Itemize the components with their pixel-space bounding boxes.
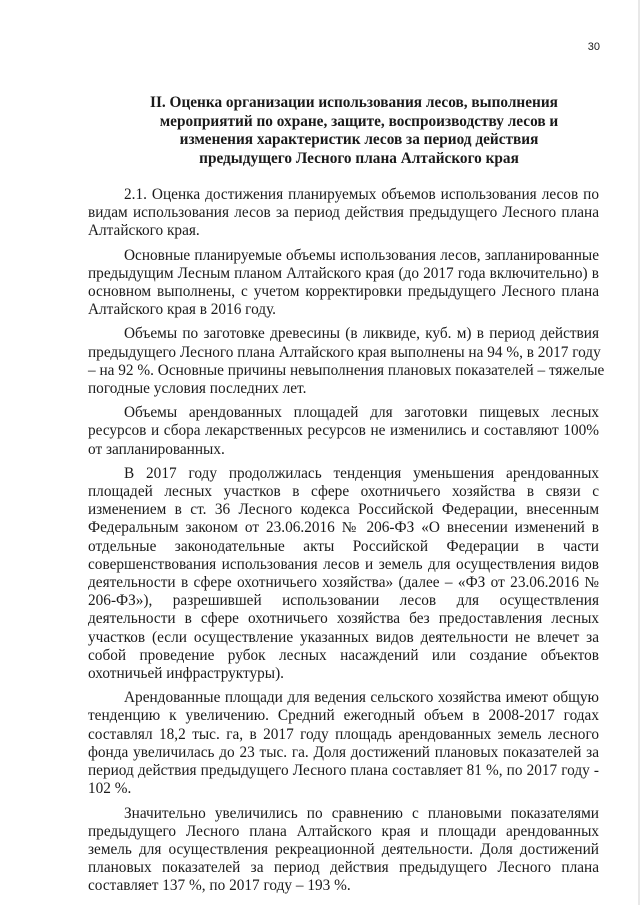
text-line: период действия предыдущего Лесного плана составляет 81 %, по 2017 году - xyxy=(88,762,599,780)
text-line: 102 %. xyxy=(88,780,132,798)
text-line: погодные условия последних лет. xyxy=(88,380,307,398)
text-line: составляет 137 %, по 2017 году – 193 %. xyxy=(88,877,351,895)
text-line: Федеральным законом от 23.06.2016 № 206-ФЗ «О внесении изменений в xyxy=(88,519,599,537)
text-line: изменением в ст. 36 Лесного кодекса Российской Федерации, внесенным xyxy=(88,501,599,519)
text-line: фонда увеличилась до 23 тыс. га. Доля достижений плановых показателей за xyxy=(88,743,599,761)
text-line: участков (если осуществление указанных видов деятельности не влечет за xyxy=(88,628,599,646)
heading-line: изменения характеристик лесов за период действия xyxy=(179,131,539,148)
text-line: предыдущего Лесного плана Алтайского края и площади арендованных xyxy=(88,822,599,840)
text-line: отдельные законодательные акты Российской Федерации в части xyxy=(88,537,599,555)
page-number: 30 xyxy=(587,41,600,53)
text-line: площадей лесных участков в сфере охотничьего хозяйства в связи с xyxy=(88,483,599,501)
paragraph-2-1 xyxy=(88,186,599,241)
text-line: плановых показателей за период действия предыдущего Лесного плана xyxy=(88,859,599,877)
text-line: В 2017 году продолжилась тенденция уменьшения арендованных xyxy=(124,464,599,482)
heading-line: II. Оценка организации использования лесов, выполнения xyxy=(150,94,558,111)
paragraph-agriculture xyxy=(88,689,599,798)
text-line: составлял 18,2 тыс. га, в 2017 году площадь арендованных земель лесного xyxy=(88,725,599,743)
text-line: Значительно увеличились по сравнению с плановыми показателями xyxy=(124,804,599,822)
text-line: Основные планируемые объемы использования лесов, запланированные xyxy=(124,246,599,264)
text-line: Объемы по заготовке древесины (в ликвиде, куб. м) в период действия xyxy=(124,325,599,343)
document-body xyxy=(88,186,605,896)
paragraph-planned-volumes xyxy=(88,247,599,320)
text-line: от запланированных. xyxy=(88,440,225,458)
text-line: предыдущим Лесным планом Алтайского края (до 2017 года включительно) в xyxy=(88,264,599,282)
text-line: охотничьей инфраструктуры). xyxy=(88,665,284,683)
text-line: Объемы арендованных площадей для заготовки пищевых лесных xyxy=(124,404,599,422)
text-line: тенденцию к увеличению. Средний ежегодный объем в 2008-2017 годах xyxy=(88,707,599,725)
paragraph-timber-harvest xyxy=(88,325,605,398)
text-line: деятельности в сфере охотничьего хозяйства» (далее – «ФЗ от 23.06.2016 № xyxy=(88,574,599,592)
paragraph-recreation xyxy=(88,805,599,896)
text-line: ресурсов и сбора лекарственных ресурсов не изменились и составляют 100% xyxy=(88,422,599,440)
heading-line: мероприятий по охране, защите, воспроизводству лесов и xyxy=(159,112,559,130)
paragraph-hunting xyxy=(88,465,599,683)
text-line: предыдущего Лесного плана Алтайского края выполнены на 94 %, в 2017 году xyxy=(88,343,601,361)
text-line: совершенствования использования лесов и земель для осуществления видов xyxy=(88,555,599,573)
text-line: Алтайского края в 2016 году. xyxy=(88,301,277,319)
heading-line: предыдущего Лесного плана Алтайского края xyxy=(199,149,519,167)
text-line: Арендованные площади для ведения сельского хозяйства имеют общую xyxy=(124,689,599,707)
paragraph-food-resources xyxy=(88,404,599,459)
text-line: 2.1. Оценка достижения планируемых объемов использования лесов по xyxy=(124,186,599,203)
text-line: Алтайского края. xyxy=(88,222,200,240)
text-line: земель для осуществления рекреационной деятельности. Доля достижений xyxy=(88,840,599,858)
text-line: – на 92 %. Основные причины невыполнения плановых показателей – тяжелые xyxy=(88,361,605,379)
text-line: собой проведение рубок лесных насаждений или создание объектов xyxy=(88,646,599,664)
text-line: деятельности в сфере охотничьего хозяйства без предоставления лесных xyxy=(88,610,599,628)
text-line: 206-ФЗ»), разрешившей использовании лесов для осуществления xyxy=(88,592,599,610)
text-line: видам использования лесов за период действия предыдущего Лесного плана xyxy=(88,204,599,222)
section-heading xyxy=(150,94,568,168)
text-line: основном выполнены, с учетом корректировки предыдущего Лесного плана xyxy=(88,283,599,301)
